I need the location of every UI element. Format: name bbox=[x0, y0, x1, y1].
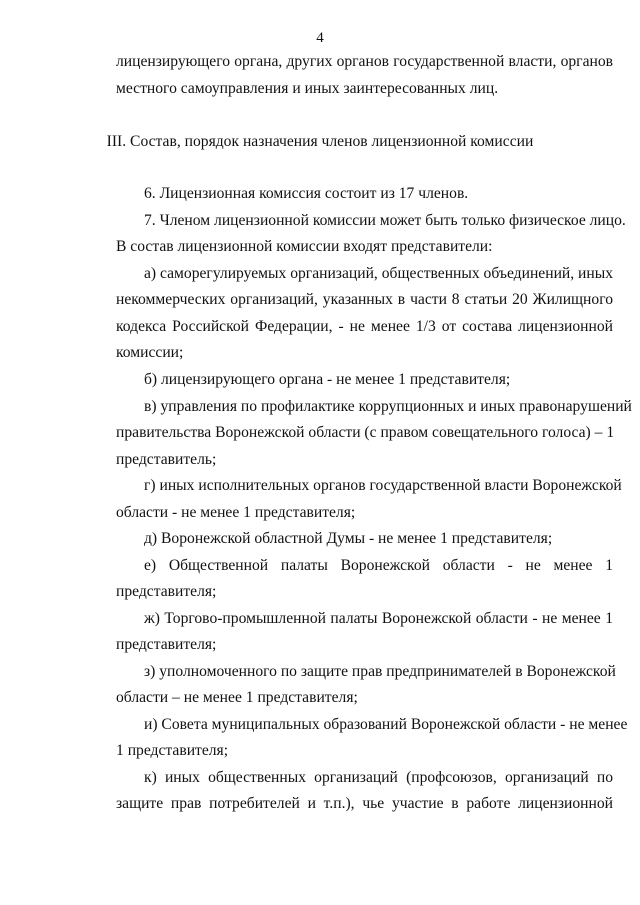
text-line: з) уполномоченного по защите прав предпринимателей в Воронежской bbox=[144, 663, 616, 680]
text-line: лицензирующего органа, других органов государственной власти, органов bbox=[116, 53, 613, 70]
text-line: д) Воронежской областной Думы - не менее 1 представителя; bbox=[144, 530, 553, 547]
text-line: комиссии; bbox=[116, 344, 184, 361]
text-line: защите прав потребителей и т.п.), чье участие в работе лицензионной bbox=[116, 795, 613, 812]
text-line: области – не менее 1 представителя; bbox=[116, 689, 358, 706]
text-line: ж) Торгово-промышленной палаты Воронежской области - не менее 1 bbox=[144, 610, 613, 627]
text-line: В состав лицензионной комиссии входят представители: bbox=[116, 238, 493, 255]
text-line: к) иных общественных организаций (профсоюзов, организаций по bbox=[144, 769, 613, 786]
text-line: 6. Лицензионная комиссия состоит из 17 членов. bbox=[144, 185, 469, 202]
text-line: кодекса Российской Федерации, - не менее 1/3 от состава лицензионной bbox=[116, 318, 613, 335]
text-line: 7. Членом лицензионной комиссии может быть только физическое лицо. bbox=[144, 212, 626, 229]
text-line: б) лицензирующего органа - не менее 1 представителя; bbox=[144, 371, 511, 388]
text-line: правительства Воронежской области (с правом совещательного голоса) – 1 bbox=[116, 424, 615, 441]
text-line: представитель; bbox=[116, 451, 217, 468]
text-line: представителя; bbox=[116, 583, 217, 600]
text-line: некоммерческих организаций, указанных в части 8 статьи 20 Жилищного bbox=[116, 291, 613, 308]
text-line: а) саморегулируемых организаций, общественных объединений, иных bbox=[144, 265, 614, 282]
text-line: и) Совета муниципальных образований Воронежской области - не менее bbox=[144, 716, 628, 733]
text-line: е) Общественной палаты Воронежской области - не менее 1 bbox=[144, 557, 613, 574]
text-line: местного самоуправления и иных заинтересованных лиц. bbox=[116, 80, 499, 97]
text-line: области - не менее 1 представителя; bbox=[116, 504, 356, 521]
text-line: в) управления по профилактике коррупционных и иных правонарушений bbox=[144, 398, 632, 415]
text-line: представителя; bbox=[116, 636, 217, 653]
text-line: г) иных исполнительных органов государственной власти Воронежской bbox=[144, 477, 622, 494]
section-heading: III. Состав, порядок назначения членов лицензионной комиссии bbox=[106, 133, 534, 150]
text-line: 1 представителя; bbox=[116, 742, 229, 759]
page-number: 4 bbox=[316, 30, 324, 46]
